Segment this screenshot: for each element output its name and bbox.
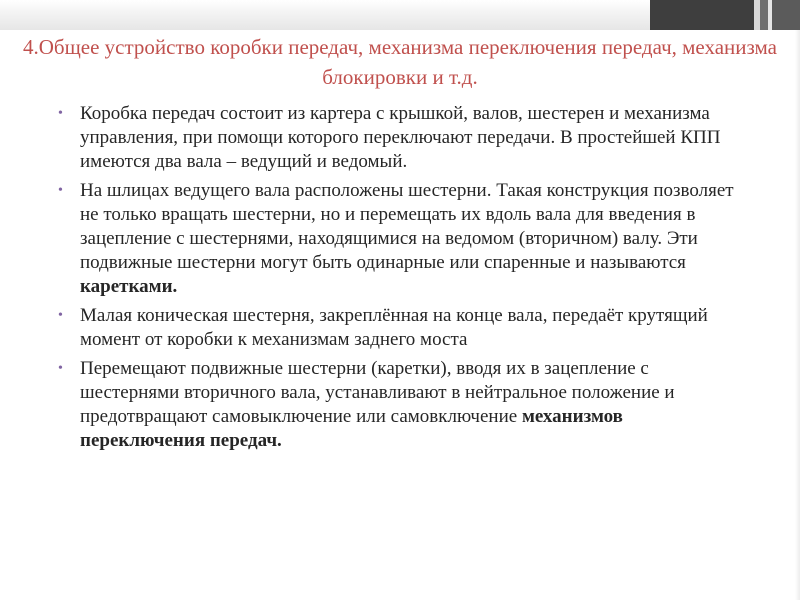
bullet-item bbox=[58, 102, 748, 174]
bullet-list bbox=[58, 102, 748, 458]
bullet-icon: • bbox=[58, 106, 63, 121]
slide-title: 4.Общее устройство коробки передач, механизма переключения передач, механизма блокировки и т.д. bbox=[23, 35, 777, 89]
bullet-bold-term: каретками. bbox=[80, 276, 178, 297]
corner-decoration bbox=[650, 0, 800, 30]
bullet-item bbox=[58, 179, 748, 299]
right-edge-shade bbox=[795, 30, 800, 600]
bullet-icon: • bbox=[58, 183, 63, 198]
bullet-text: Коробка передач состоит из картера с крышкой, валов, шестерен и механизма управления, при помощи которого переключают передачи. В простейшей КПП имеются два вала – ведущий и ведомый. bbox=[80, 103, 721, 172]
corner-block-dark bbox=[650, 0, 754, 30]
bullet-text: На шлицах ведущего вала расположены шестерни. Такая конструкция позволяет не только вращать шестерни, но и перемещать их вдоль вала для введения в зацепление с шестернями, находящимися на ведомом (вторичном) валу. Эти подвижные шестерни могут быть одинарные или спаренные и называются bbox=[80, 180, 734, 273]
corner-block-end bbox=[772, 0, 800, 30]
bullet-icon: • bbox=[58, 308, 63, 323]
bullet-item bbox=[58, 357, 748, 453]
bullet-bold-term: механизмов переключения передач. bbox=[80, 406, 623, 451]
corner-stripe-mid bbox=[760, 0, 768, 30]
bullet-icon: • bbox=[58, 361, 63, 376]
bullet-item bbox=[58, 304, 748, 352]
bullet-text: Перемещают подвижные шестерни (каретки), вводя их в зацепление с шестернями вторичного вала, устанавливают в нейтральное положение и предотвращают самовыключение или самовключение bbox=[80, 358, 675, 427]
bullet-text: Малая коническая шестерня, закреплённая на конце вала, передаёт крутящий момент от коробки к механизмам заднего моста bbox=[80, 305, 708, 350]
